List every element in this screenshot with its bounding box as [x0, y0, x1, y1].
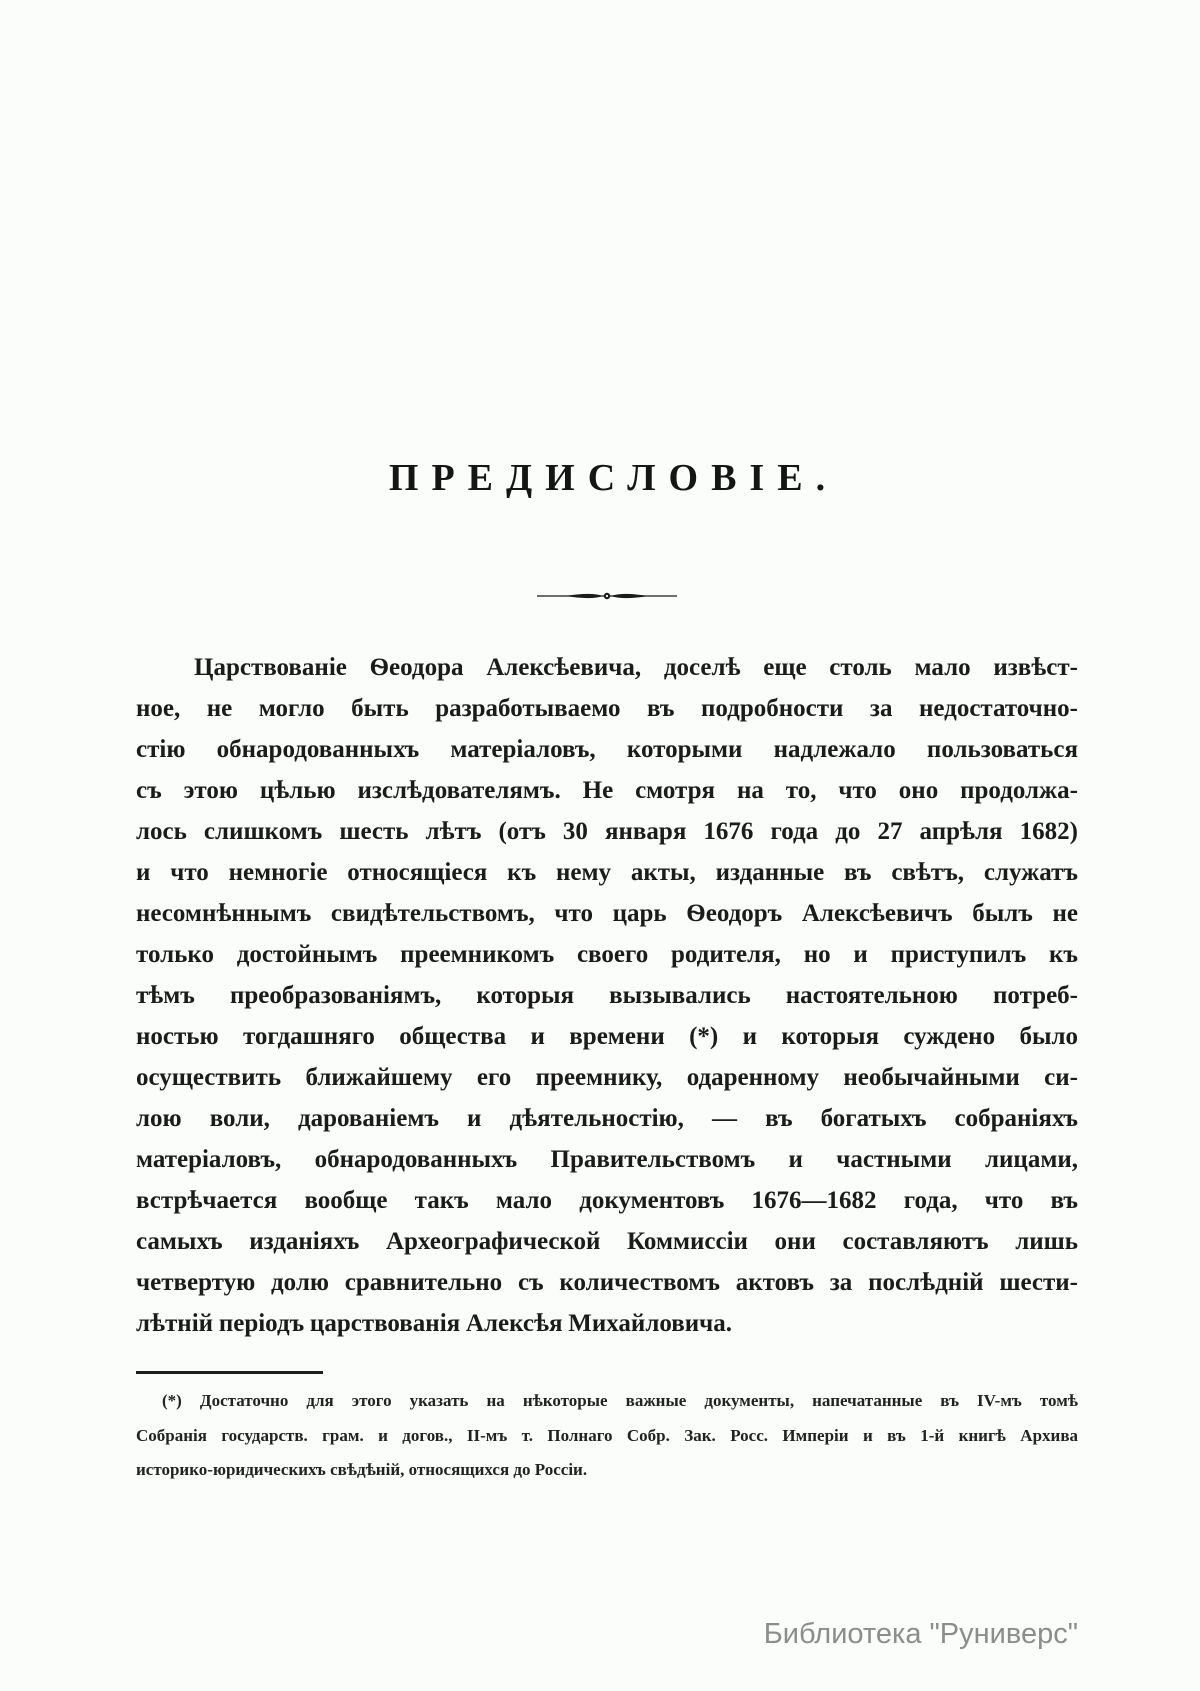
footnote-line-3: историко-юридическихъ свѣдѣній, относящихся до Россіи. — [136, 1460, 588, 1479]
body-line-12: лою воли, дарованіемъ и дѣятельностію, — въ богатыхъ собраніяхъ — [136, 1105, 1078, 1132]
body-line-4: съ этою цѣлью изслѣдователямъ. Не смотря на то, что оно продолжа- — [136, 777, 1078, 804]
body-line-9: тѣмъ преобразованіямъ, которыя вызывались настоятельною потреб- — [136, 982, 1078, 1009]
body-line-16: четвертую долю сравнительно съ количествомъ актовъ за послѣдній шести- — [136, 1269, 1078, 1296]
body-line-7: несомнѣннымъ свидѣтельствомъ, что царь Ѳеодоръ Алексѣевичъ былъ не — [136, 900, 1078, 927]
divider-ornament — [537, 589, 677, 603]
body-line-8: только достойнымъ преемникомъ своего родителя, но и приступилъ къ — [136, 941, 1078, 968]
library-watermark: Библиотека "Руниверс" — [763, 1618, 1078, 1650]
body-line-13: матеріаловъ, обнародованныхъ Правительствомъ и частными лицами, — [136, 1146, 1078, 1173]
body-line-11: осуществить ближайшему его преемнику, одаренному необычайными си- — [136, 1064, 1078, 1091]
body-line-2: ное, не могло быть разработываемо въ подробности за недостаточно- — [136, 695, 1078, 722]
footnote-separator-rule — [136, 1371, 323, 1374]
body-line-17: лѣтній періодъ царствованія Алексѣя Михайловича. — [136, 1310, 732, 1337]
preface-paragraph — [136, 647, 1078, 1344]
footnote — [136, 1384, 1078, 1488]
body-line-6: и что немногіе относящіеся къ нему акты, изданные въ свѣтъ, служатъ — [136, 859, 1078, 886]
body-line-3: стію обнародованныхъ матеріаловъ, которыми надлежало пользоваться — [136, 736, 1078, 763]
footnote-line-1: (*) Достаточно для этого указать на нѣкоторые важные документы, напечатанные въ IV-мъ томѣ — [162, 1391, 1078, 1410]
body-line-10: ностью тогдашняго общества и времени (*) и которыя суждено было — [136, 1023, 1078, 1050]
divider-ornament-icon — [537, 589, 677, 603]
body-line-1: Царствованіе Ѳеодора Алексѣевича, доселѣ еще столь мало извѣст- — [194, 654, 1078, 681]
body-line-5: лось слишкомъ шесть лѣтъ (отъ 30 января 1676 года до 27 апрѣля 1682) — [136, 818, 1078, 845]
footnote-line-2: Собранія государств. грам. и догов., II-мъ т. Полнаго Собр. Зак. Росс. Имперіи и въ 1-й книгѣ Архива — [136, 1425, 1078, 1445]
page-title: ПРЕДИСЛОВІЕ. — [388, 457, 839, 499]
body-line-15: самыхъ изданіяхъ Археографической Коммиссіи они составляютъ лишь — [136, 1228, 1078, 1255]
body-line-14: встрѣчается вообще такъ мало документовъ 1676—1682 года, что въ — [136, 1187, 1078, 1214]
